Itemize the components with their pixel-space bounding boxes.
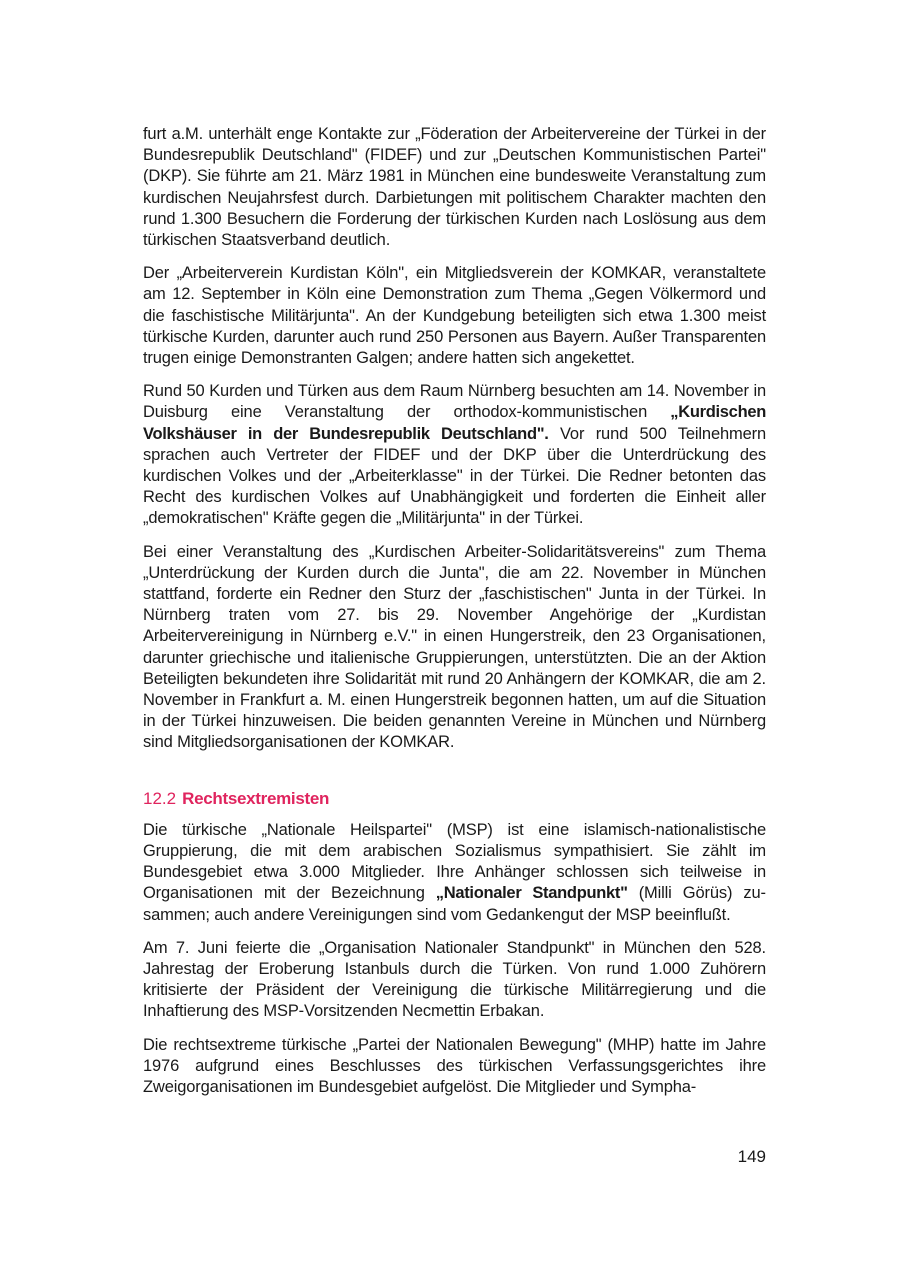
paragraph-text: Vor rund 500 Teilnehmern sprachen auch Vertreter der FIDEF und der DKP über die Unterdrückung des kurdischen Volkes und der „Arbeiterklasse" in der Türkei. Die Redner betonten das Recht des kurdischen Volkes auf Unabhängigkeit und forderten die Einheit aller „demokratischen" Kräfte gegen die „Militärjunta" in der Türkei. xyxy=(143,424,766,528)
paragraph-fidef xyxy=(143,124,766,251)
paragraph-koeln-demonstration xyxy=(143,263,766,369)
paragraph-text: Die türkische „Nationale Heilspartei" (MSP) ist eine islamisch-nationalistische Gruppierung, die mit dem arabischen Sozialismus sympathisiert. Sie zählt im Bundesgebiet etwa 3.000 Mitglieder. Ihre Anhänger schlossen sich teilweise in Organisationen mit der Bezeichnung xyxy=(143,820,766,903)
paragraph-duisburg-event xyxy=(143,381,766,529)
paragraph-text: Bei einer Veranstaltung des „Kurdischen Arbeiter-Solidaritätsvereins" zum Thema „Unterdrückung der Kurden durch die Junta", die am 22. November in München stattfand, forderte ein Redner den Sturz der „faschistischen" Junta in der Türkei. In Nürnberg traten vom 27. bis 29. November Angehörige der „Kurdistan Arbeitervereinigung in Nürnberg e.V." in einen Hungerstreik, den 23 Organisationen, darunter griechische und italienische Gruppierungen, unterstützten. Die an der Aktion Beteiligten bekundeten ihre Solidarität mit rund 20 Anhängern der KOMKAR, die am 2. November in Frankfurt a. M. einen Hungerstreik begonnen hatten, um auf die Situation in der Türkei hinzuweisen. Die beiden genannten Vereine in München und Nürnberg sind Mitgliedsorganisationen der KOMKAR. xyxy=(143,542,766,752)
paragraph-msp xyxy=(143,820,766,926)
paragraph-hungerstreik xyxy=(143,542,766,754)
paragraph-text: Die rechtsextreme türkische „Partei der Nationalen Bewegung" (MHP) hatte im Jahre 1976 aufgrund eines Beschlusses des türkischen Verfassungsgerichtes ihre Zweigorganisationen im Bundesgebiet aufgelöst. Die Mitglieder und Sympha- xyxy=(143,1035,766,1096)
section-number: 12.2 xyxy=(143,788,177,808)
emphasis-kurdische-volkshaeuser: „Kurdischen Volkshäuser in der Bundesrepublik Deutschland". xyxy=(143,403,766,443)
page-number: 149 xyxy=(737,1147,766,1166)
paragraph-text: Am 7. Juni feierte die „Organisation Nationaler Standpunkt" in München den 528. Jahrestag der Eroberung Istanbuls durch die Türken. Von rund 1.000 Zuhörern kritisierte der Präsident der Vereinigung die türkische Militärregierung und die Inhaftierung des MSP-Vorsitzenden Necmettin Erbakan. xyxy=(143,938,766,1021)
paragraph-text: furt a.M. unterhält enge Kontakte zur „Föderation der Arbeitervereine der Türkei in der Bundesrepublik Deutschland" (FIDEF) und zur „Deutschen Kommunistischen Partei" (DKP). Sie führte am 21. März 1981 in München eine bundesweite Veranstaltung zum kurdischen Neujahrsfest durch. Darbietungen mit politischem Charakter machten den rund 1.300 Besuchern die Forderung der türkischen Kurden nach Loslösung aus dem türkischen Staatsverband deutlich. xyxy=(143,125,766,250)
section-title: Rechtsextremisten xyxy=(182,788,330,808)
paragraph-text: Rund 50 Kurden und Türken aus dem Raum Nürnberg besuchten am 14. November in Duisburg eine Veranstaltung der orthodox-kommunistischen xyxy=(143,382,766,422)
paragraph-istanbul-jahrestag xyxy=(143,938,766,1023)
emphasis-nationaler-standpunkt: „Nationaler Standpunkt" xyxy=(435,884,628,903)
paragraph-text: (Milli Görüs) zusammen; auch andere Vereinigungen sind vom Gedankengut der MSP beeinflußt. xyxy=(143,884,766,924)
document-page xyxy=(143,124,766,1110)
paragraph-text: Der „Arbeiterverein Kurdistan Köln", ein Mitgliedsverein der KOMKAR, veranstaltete am 12. September in Köln eine Demonstration zum Thema „Gegen Völkermord und die faschistische Militärjunta". An der Kundgebung beteiligten sich etwa 1.300 meist türkische Kurden, darunter auch rund 250 Personen aus Bayern. Außer Transparenten trugen einige Demonstranten Galgen; andere hatten sich angekettet. xyxy=(143,264,766,368)
section-heading xyxy=(143,788,766,810)
paragraph-mhp xyxy=(143,1035,766,1099)
